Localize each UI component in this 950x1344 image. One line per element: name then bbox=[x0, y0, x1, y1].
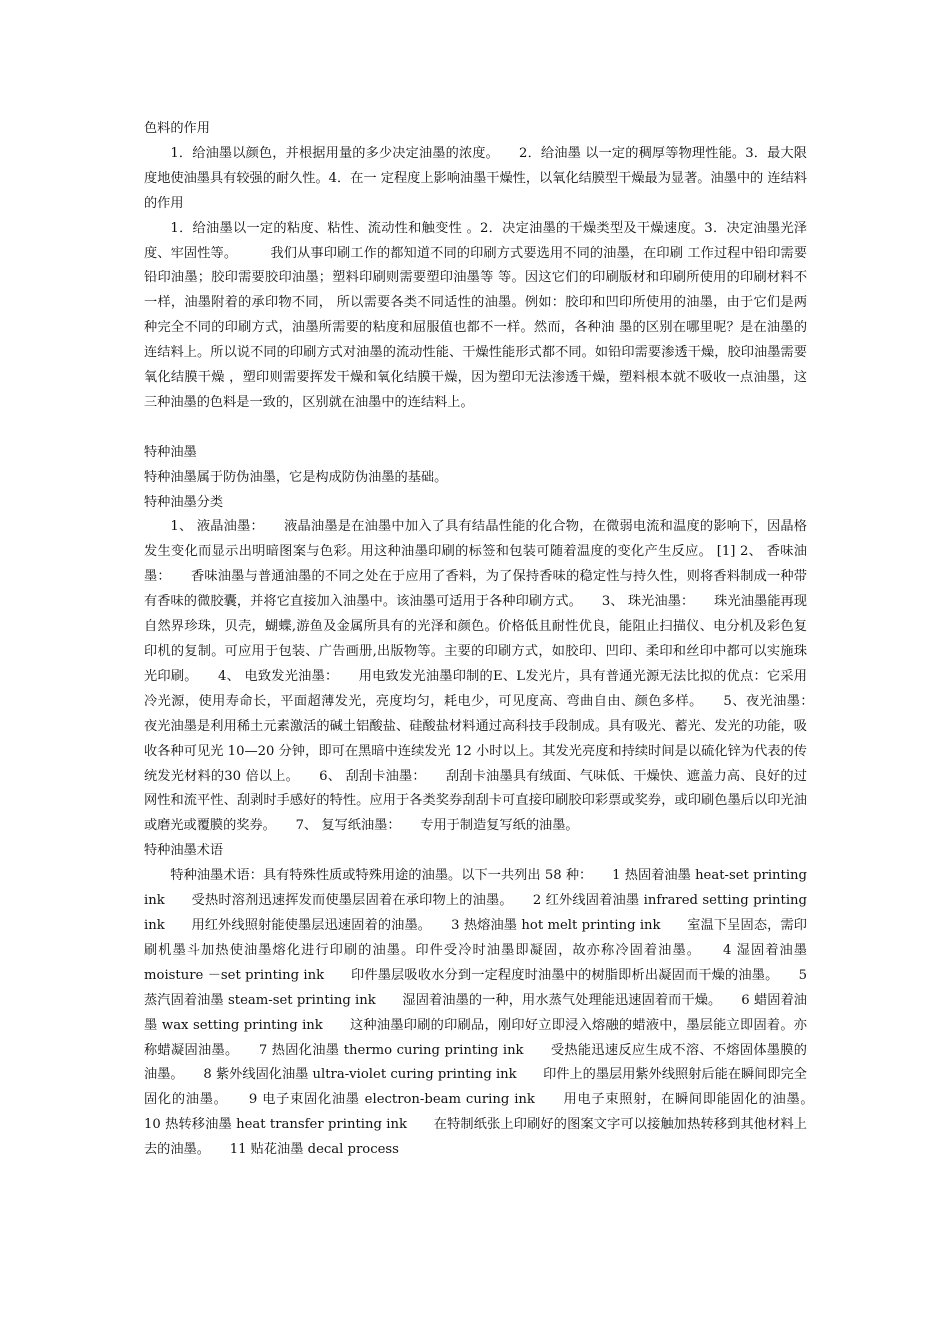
paragraph-special-ink-terms: 特种油墨术语：具有特殊性质或特殊用途的油墨。以下一共列出 58 种： 1 热固着油墨 heat-set printing ink 受热时溶剂迅速挥发而使墨层固着在承印物上的油墨。 2 红外线固着油墨 infrared setting printing ink 用红外线照射能使墨层迅速固着的油墨。 3 热熔油墨 hot melt printing ink 室温下呈固态，需印刷机墨斗加热使油墨熔化进行印刷的油墨。印件受冷时油墨即凝固，故亦称冷固着油墨。 4 湿固着油墨 moisture －set printing ink 印件墨层吸收水分到一定程度时油墨中的树脂即析出凝固而干燥的油墨。 5 蒸汽固着油墨 steam-set printing ink 湿固着油墨的一种，用水蒸气处理能迅速固着而干燥。 6 蜡固着油墨 wax setting printing ink 这种油墨印刷的印刷品，刚印好立即浸入熔融的蜡液中，墨层能立即固着。亦称蜡凝固油墨。 7 热固化油墨 thermo curing printing ink 受热能迅速反应生成不溶、不熔固体墨膜的油墨。 8 紫外线固化油墨 ultra-violet curing printing ink 印件上的墨层用紫外线照射后能在瞬间即完全固化的油墨。 9 电子束固化油墨 electron-beam curing ink 用电子束照射，在瞬间即能固化的油墨。 10 热转移油墨 heat transfer printing ink 在特制纸张上印刷好的图案文字可以接触加热转移到其他材料上去的油墨。 11 贴花油墨 decal process bbox=[144, 868, 834, 1158]
section-heading-special-ink: 特种油墨 bbox=[144, 444, 197, 460]
section-heading-special-ink-terms: 特种油墨术语 bbox=[144, 843, 224, 859]
paragraph-binder-functions: 1．给油墨以一定的粘度、粘性、流动性和触变性 。2．决定油墨的干燥类型及干燥速度。3．决定油墨光泽度、牢固性等。 我们从事印刷工作的都知道不同的印刷方式要选用不同的油墨，在印刷 工作过程中铅印需要铅印油墨；胶印需要胶印油墨；塑料印刷则需要塑印油墨等 等。因这它们的印刷版材和印刷所使用的印刷材料不一样，油墨附着的承印物不同， 所以需要各类不同适性的油墨。例如：胶印和凹印所使用的油墨，由于它们是两种完全不同的印刷方式，油墨所需要的粘度和屈服值也都不一样。然而，各种油 墨的区别在哪里呢？是在油墨的连结料上。所以说不同的印刷方式对油墨的流动性能、干燥性能形式都不同。如铅印需要渗透干燥，胶印油墨需要氧化结膜干燥 ，塑印则需要挥发干燥和氧化结膜干燥，因为塑印无法渗透干燥，塑料根本就不吸收一点油墨，这三种油墨的色料是一致的，区别就在油墨中的连结料上。 bbox=[144, 220, 807, 410]
special-ink-intro: 特种油墨属于防伪油墨，它是构成防伪油墨的基础。 bbox=[144, 469, 448, 485]
paragraph-special-ink-types: 1、 液晶油墨： 液晶油墨是在油墨中加入了具有结晶性能的化合物，在微弱电流和温度的影响下，因晶格发生变化而显示出明暗图案与色彩。用这种油墨印刷的标签和包装可随着温度的变化产生反应。 [1] 2、 香味油墨： 香味油墨与普通油墨的不同之处在于应用了香料，为了保持香味的稳定性与持久性，则将香料制成一种带有香味的微胶囊，并将它直接加入油墨中。该油墨可适用于各种印刷方式。 3、 珠光油墨： 珠光油墨能再现自然界珍珠，贝壳，蝴蝶,游鱼及金属所具有的光泽和颜色。价格低且耐性优良，能阻止扫描仪、电分机及彩色复印机的复制。可应用于包装、广告画册,出版物等。主要的印刷方式，如胶印、凹印、柔印和丝印中都可以实施珠光印刷。 4、 电致发光油墨： 用电致发光油墨印制的E、L发光片，具有普通光源无法比拟的优点：它采用冷光源，使用寿命长，平面超薄发光，亮度均匀，耗电少，可见度高、弯曲自由、颜色多样。 5、夜光油墨： 夜光油墨是利用稀土元素激活的碱土铝酸盐、硅酸盐材料通过高科技手段制成。具有吸光、蓄光、发光的功能，吸收各种可见光 10—20 分钟，即可在黑暗中连续发光 12 小时以上。其发光亮度和持续时间是以硫化锌为代表的传统发光材料的30 倍以上。 6、 刮刮卡油墨： 刮刮卡油墨具有绒面、气味低、干燥快、遮盖力高、良好的过网性和流平性、刮剥时手感好的特性。应用于各类奖券刮刮卡可直接印刷胶印彩票或奖券，或印刷色墨后以印光油或磨光或覆膜的奖券。 7、 复写纸油墨： 专用于制造复写纸的油墨。 bbox=[144, 519, 834, 834]
document-page bbox=[144, 117, 834, 1163]
section-heading-colorant: 色料的作用 bbox=[144, 121, 210, 136]
paragraph-colorant-functions: 1．给油墨以颜色，并根据用量的多少决定油墨的浓度。 2．给油墨 以一定的稠厚等物理性能。3．最大限度地使油墨具有较强的耐久性。4．在一 定程度上影响油墨干燥性，以氧化结膜型干燥最为显著。油墨中的 连结料的作用 bbox=[144, 145, 807, 211]
blank-line bbox=[144, 416, 807, 441]
section-heading-special-ink-types: 特种油墨分类 bbox=[144, 494, 224, 510]
